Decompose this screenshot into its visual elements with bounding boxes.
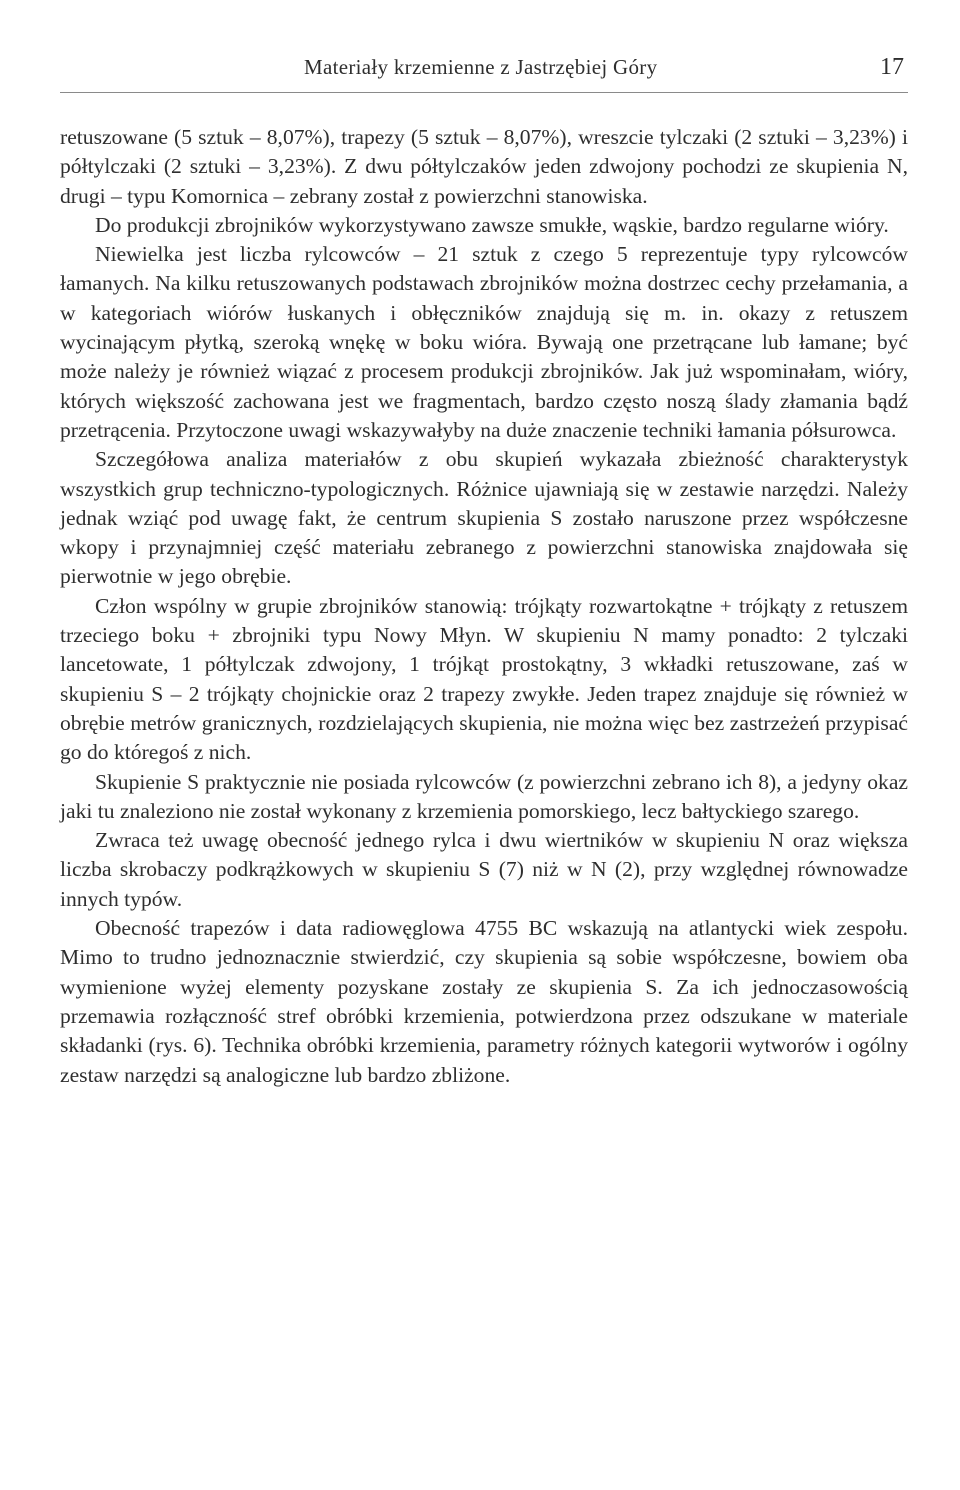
- paragraph: Do produkcji zbrojników wykorzystywano zawsze smukłe, wąskie, bardzo regularne wióry.: [95, 212, 889, 237]
- paragraph: Niewielka jest liczba rylcowców – 21 sztuk z czego 5 reprezentuje typy rylcowców łamanych. Na kilku retuszowanych podstawach zbrojników można dostrzec cechy przełamania, a w kategoriach wiórów łuskanych i obłęczników znajdują się m. in. okazy z retuszem wycinającym płytką, szeroką wnękę w boku wióra. Bywają one przetrącane lub łamane; być może należy je również wiązać z procesem produkcji zbrojników. Jak już wspominałam, wióry, których większość zachowana jest we fragmentach, bardzo często noszą ślady złamania bądź przetrącenia. Przytoczone uwagi wskazywałyby na duże znaczenie techniki łamania półsurowca.: [60, 242, 908, 442]
- paragraph: Człon wspólny w grupie zbrojników stanowią: trójkąty rozwartokątne + trójkąty z retuszem trzeciego boku + zbrojniki typu Nowy Młyn. W skupieniu N mamy ponadto: 2 tylczaki lancetowate, 1 półtylczak zdwojony, 1 trójkąt prostokątny, 3 wkładki retuszowane, zaś w skupieniu S – 2 trójkąty chojnickie oraz 2 trapezy zwykłe. Jeden trapez znajduje się również w obrębie metrów granicznych, rozdzielających skupienia, nie można więc bez zastrzeżeń przypisać go do któregoś z nich.: [60, 593, 908, 765]
- body-text: [60, 123, 908, 1090]
- paragraph: Obecność trapezów i data radiowęglowa 4755 BC wskazują na atlantycki wiek zespołu. Mimo to trudno jednoznacznie stwierdzić, czy skupienia są sobie współczesne, bowiem oba wymienione wyżej elementy pozyskane zostały ze skupienia S. Za ich jednoczasowością przemawia rozłączność stref obróbki krzemienia, potwierdzona przez odszukane w materiale składanki (rys. 6). Technika obróbki krzemienia, parametry różnych kategorii wytworów i ogólny zestaw narzędzi są analogiczne lub bardzo zbliżone.: [60, 916, 908, 1087]
- paragraph-continuation: retuszowane (5 sztuk – 8,07%), trapezy (5 sztuk – 8,07%), wreszcie tylczaki (2 sztuki – 3,23%) i półtylczaki (2 sztuki – 3,23%). Z dwu półtylczaków jeden zdwojony pochodzi ze skupienia N, drugi – typu Komornica – zebrany został z powierzchni stanowiska.: [60, 125, 908, 208]
- page-number: 17: [880, 54, 904, 80]
- running-header: [60, 54, 908, 93]
- running-title: Materiały krzemienne z Jastrzębiej Góry: [304, 55, 658, 79]
- paragraph: Zwraca też uwagę obecność jednego rylca i dwu wiertników w skupieniu N oraz większa liczba skrobaczy podkrążkowych w skupieniu S (7) niż w N (2), przy względnej równowadze innych typów.: [60, 828, 908, 911]
- page: [60, 54, 908, 1090]
- paragraph: Szczegółowa analiza materiałów z obu skupień wykazała zbieżność charakterystyk wszystkich grup techniczno-typologicznych. Różnice ujawniają się w zestawie narzędzi. Należy jednak wziąć pod uwagę fakt, że centrum skupienia S zostało naruszone przez współczesne wkopy i przynajmniej część materiału zebranego z powierzchni stanowiska znajdowała się pierwotnie w jego obrębie.: [60, 447, 908, 589]
- paragraph: Skupienie S praktycznie nie posiada rylcowców (z powierzchni zebrano ich 8), a jedyny okaz jaki tu znaleziono nie został wykonany z krzemienia pomorskiego, lecz bałtyckiego szarego.: [60, 769, 908, 823]
